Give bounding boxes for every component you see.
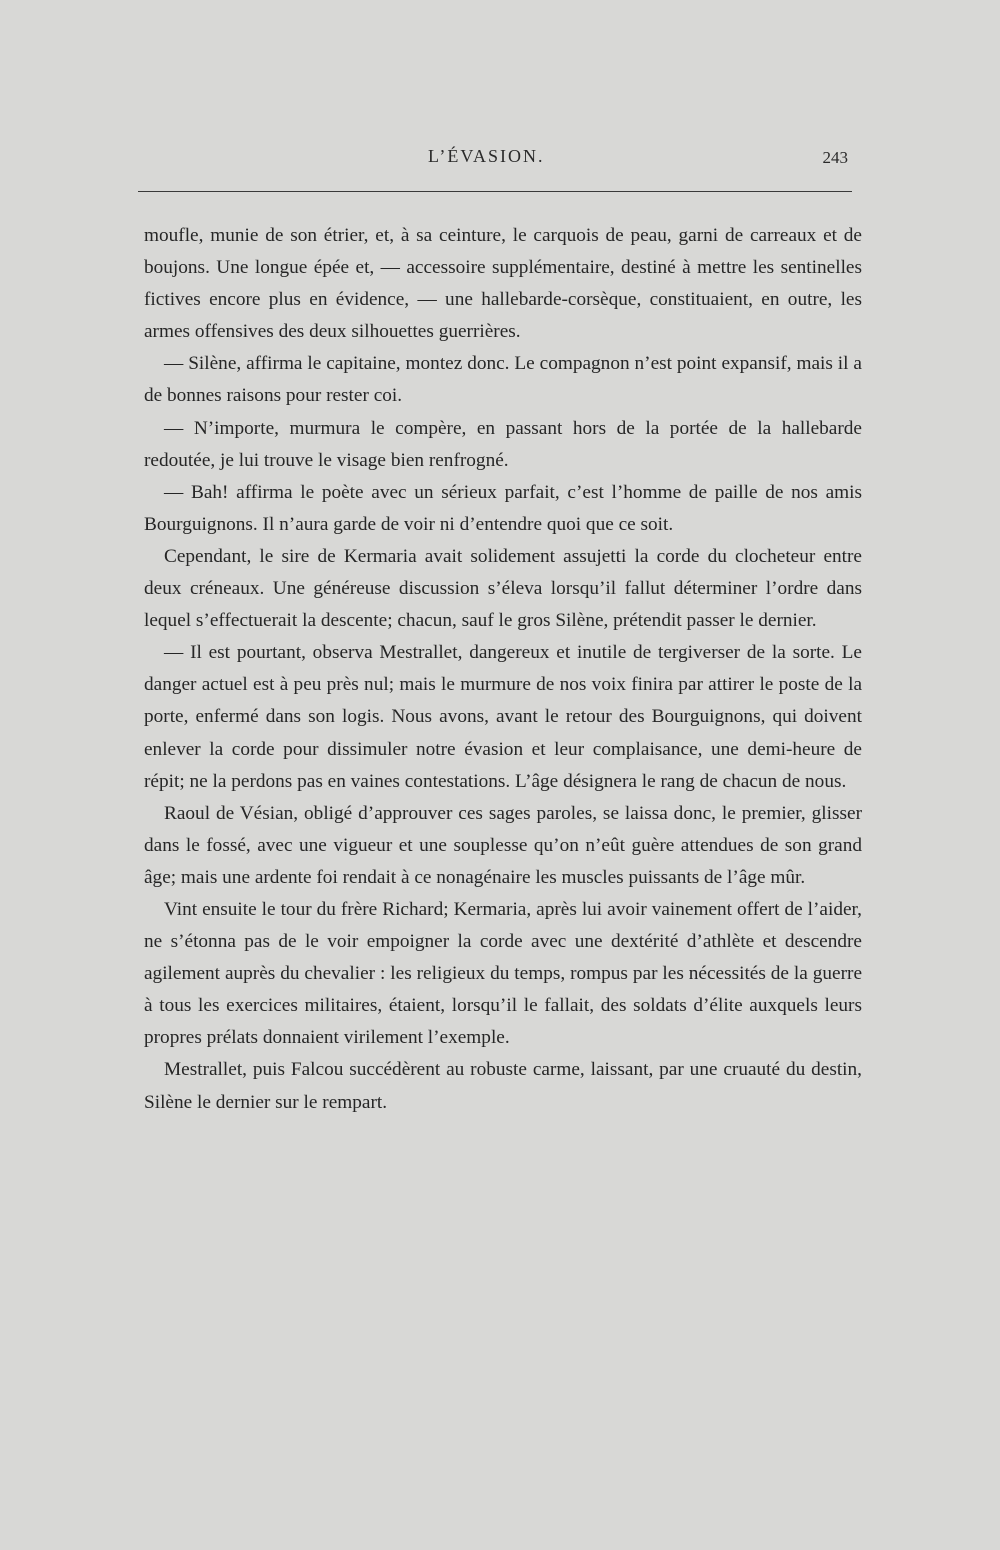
paragraph: — Silène, affirma le capitaine, montez donc. Le compagnon n’est point expansif, mais il a de bonnes raisons pour rester coi.	[144, 353, 862, 407]
paragraph: — Bah! affirma le poète avec un sérieux parfait, c’est l’homme de paille de nos amis Bourguignons. Il n’aura garde de voir ni d’entendre quoi que ce soit.	[144, 481, 862, 535]
paragraph: Mestrallet, puis Falcou succédèrent au robuste carme, laissant, par une cruauté du destin, Silène le dernier sur le rempart.	[144, 1059, 862, 1113]
running-head	[138, 146, 852, 176]
paragraph: — N’importe, murmura le compère, en passant hors de la portée de la hallebarde redoutée, je lui trouve le visage bien renfrogné.	[144, 417, 862, 471]
chapter-title: L’ÉVASION.	[428, 146, 545, 166]
paragraph: Raoul de Vésian, obligé d’approuver ces sages paroles, se laissa donc, le premier, glisser dans le fossé, avec une vigueur et une souplesse qu’on n’eût guère attendues de son grand âge; mais une ardente foi rendait à ce nonagénaire les muscles puissants de l’âge mûr.	[144, 802, 862, 888]
header-rule	[138, 191, 852, 192]
paragraph: Vint ensuite le tour du frère Richard; Kermaria, après lui avoir vainement offert de l’aider, ne s’étonna pas de le voir empoigner la corde avec une dextérité d’athlète et descendre agilement auprès du chevalier : les religieux du temps, rompus par les nécessités de la guerre à tous les exercices militaires, étaient, lorsqu’il le fallait, des soldats d’élite auxquels leurs propres prélats donnaient virilement l’exemple.	[144, 898, 862, 1049]
paragraph: Cependant, le sire de Kermaria avait solidement assujetti la corde du clocheteur entre deux créneaux. Une généreuse discussion s’éleva lorsqu’il fallut déterminer l’ordre dans lequel s’effectuerait la descente; chacun, sauf le gros Silène, prétendit passer le dernier.	[144, 545, 862, 632]
paragraph: — Il est pourtant, observa Mestrallet, dangereux et inutile de tergiverser de la sorte. Le danger actuel est à peu près nul; mais le murmure de nos voix finira par attirer le poste de la porte, enfermé dans son logis. Nous avons, avant le retour des Bourguignons, qui doivent enlever la corde pour dissimuler notre évasion et leur complaisance, une demi-heure de répit; ne la perdons pas en vaines contestations. L’âge désignera le rang de chacun de nous.	[144, 642, 862, 792]
page-number: 243	[822, 148, 848, 167]
body-text	[144, 220, 862, 1119]
paragraph: moufle, munie de son étrier, et, à sa ceinture, le carquois de peau, garni de carreaux et de boujons. Une longue épée et, — accessoire supplémentaire, destiné à mettre les sentinelles fictives encore plus en évidence, — une hallebarde-corsèque, constituaient, en outre, les armes offensives des deux silhouettes guerrières.	[144, 225, 862, 343]
